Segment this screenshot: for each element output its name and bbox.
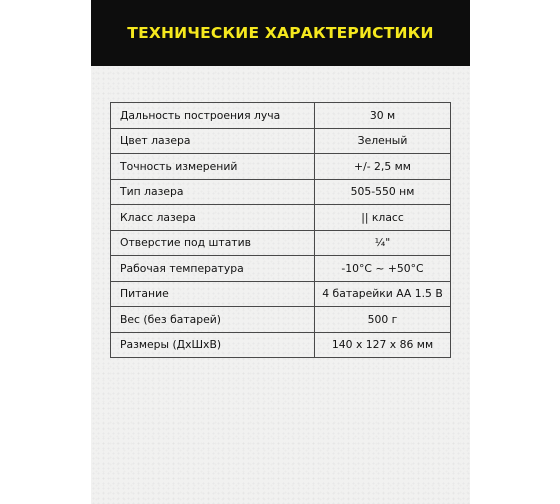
table-row xyxy=(111,154,451,180)
spec-value: ¼" xyxy=(315,230,451,256)
spec-value: || класс xyxy=(315,205,451,231)
header-banner xyxy=(91,0,470,66)
spec-value: -10°C ~ +50°C xyxy=(315,256,451,282)
page-title: ТЕХНИЧЕСКИЕ ХАРАКТЕРИСТИКИ xyxy=(127,24,434,42)
table-row xyxy=(111,230,451,256)
spec-label: Точность измерений xyxy=(111,154,315,180)
spec-label: Дальность построения луча xyxy=(111,103,315,129)
spec-label: Тип лазера xyxy=(111,179,315,205)
table-row xyxy=(111,128,451,154)
spec-label: Питание xyxy=(111,281,315,307)
spec-value: 500 г xyxy=(315,307,451,333)
table-row xyxy=(111,332,451,358)
spec-label: Цвет лазера xyxy=(111,128,315,154)
paper-background xyxy=(91,66,470,504)
table-row xyxy=(111,256,451,282)
spec-value: 505-550 нм xyxy=(315,179,451,205)
spec-label: Отверстие под штатив xyxy=(111,230,315,256)
table-row xyxy=(111,103,451,129)
spec-label: Рабочая температура xyxy=(111,256,315,282)
specs-table xyxy=(110,102,451,358)
spec-label: Размеры (ДхШхВ) xyxy=(111,332,315,358)
spec-value: 4 батарейки AA 1.5 В xyxy=(315,281,451,307)
spec-value: +/- 2,5 мм xyxy=(315,154,451,180)
table-row xyxy=(111,179,451,205)
spec-label: Класс лазера xyxy=(111,205,315,231)
spec-sheet xyxy=(91,0,470,504)
spec-value: 140 x 127 x 86 мм xyxy=(315,332,451,358)
table-row xyxy=(111,307,451,333)
spec-value: Зеленый xyxy=(315,128,451,154)
table-row xyxy=(111,281,451,307)
spec-label: Вес (без батарей) xyxy=(111,307,315,333)
table-row xyxy=(111,205,451,231)
spec-value: 30 м xyxy=(315,103,451,129)
